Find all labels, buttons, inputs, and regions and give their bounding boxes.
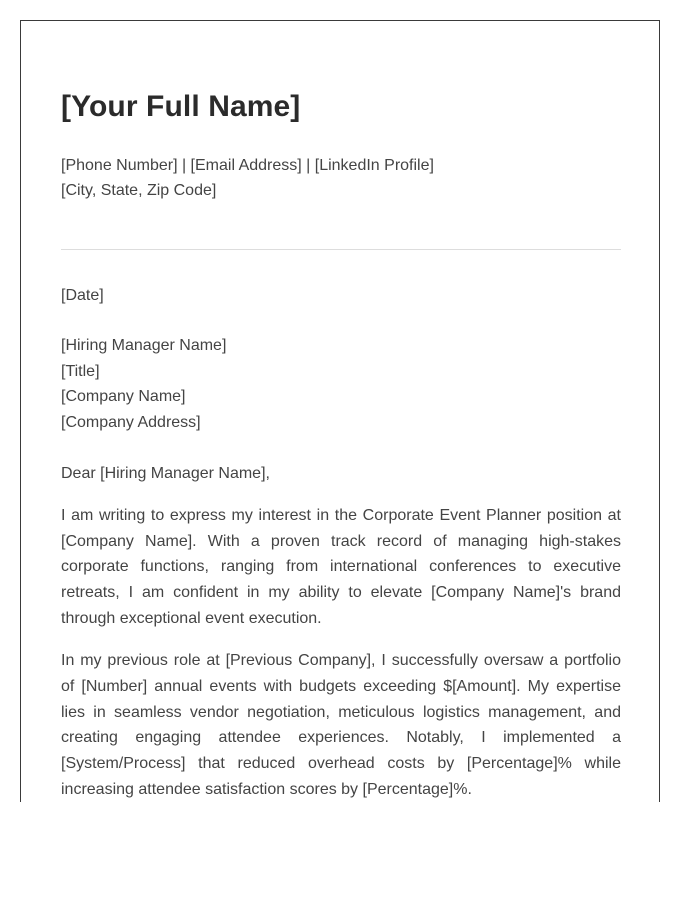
body-paragraph-2: In my previous role at [Previous Company], I successfully oversaw a portfolio of [Number] annual events with budgets exceeding $[Amount]. My expertise lies in seamless vendor negotiation, meticulous logistics management, and creating engaging attendee experiences. Notably, I implemented a [System/Process] that reduced overhead costs by [Percentage]% while increasing attendee satisfaction scores by [Percentage]%. [61,652,621,798]
header-divider [61,249,621,250]
contact-block [61,153,621,203]
letter-content [61,87,621,802]
recipient-block [61,333,621,436]
contact-line: [Phone Number] | [Email Address] | [LinkedIn Profile] [61,157,434,174]
salutation: Dear [Hiring Manager Name], [61,464,270,482]
recipient-title: [Title] [61,362,100,380]
recipient-address: [Company Address] [61,414,201,432]
recipient-company: [Company Name] [61,388,186,406]
recipient-name: [Hiring Manager Name] [61,337,227,354]
location-line: [City, State, Zip Code] [61,182,217,199]
document-page [20,20,660,802]
applicant-name-heading: [Your Full Name] [61,90,301,123]
body-paragraph-1: I am writing to express my interest in the Corporate Event Planner position at [Company Name]. With a proven track record of managing high-stakes corporate functions, ranging from international conferences to executive retreats, I am confident in my ability to elevate [Company Name]'s brand through exceptional event execution. [61,506,621,627]
letter-date: [Date] [61,287,104,304]
